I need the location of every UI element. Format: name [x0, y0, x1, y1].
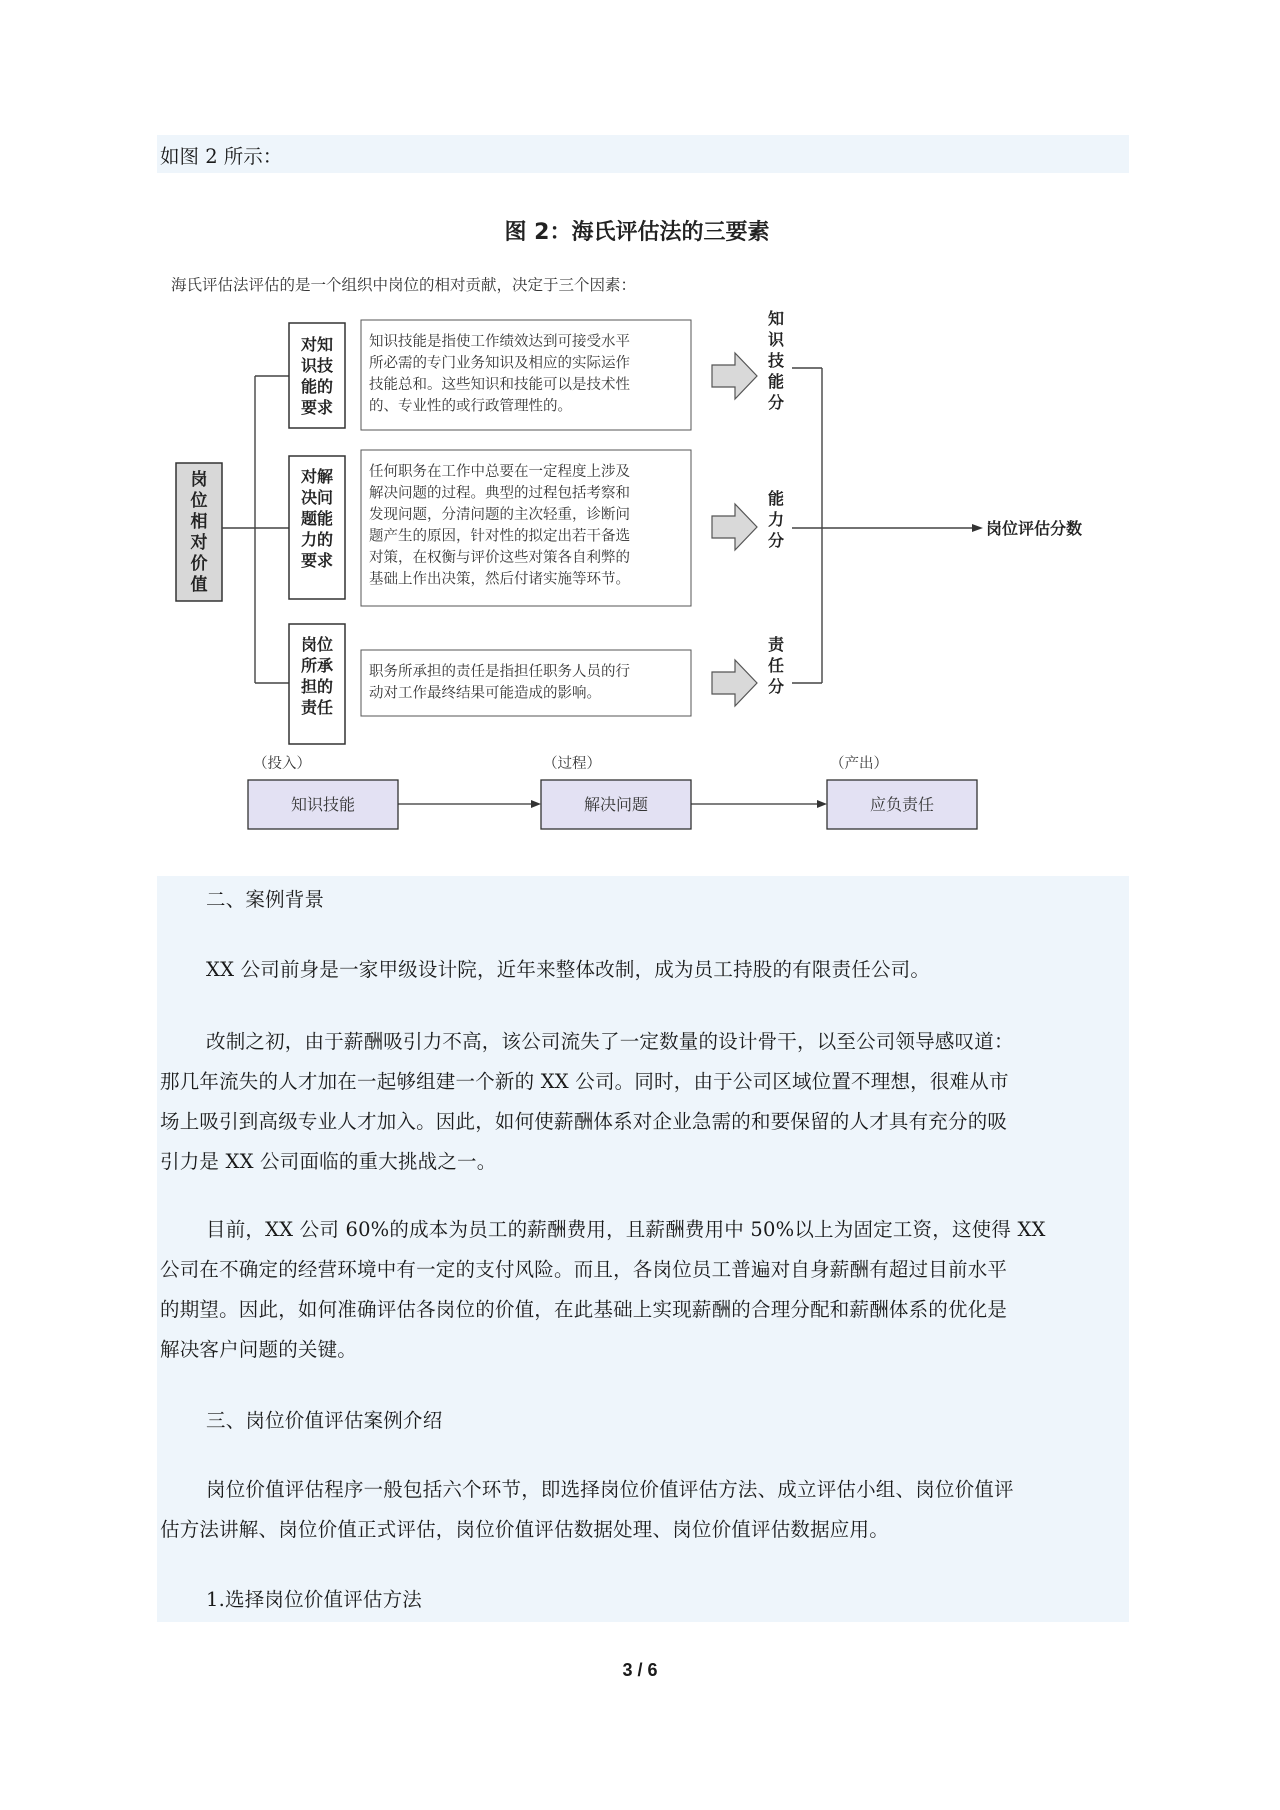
desc-line-problem-solving-5: 对策，在权衡与评价这些对策各自利弊的: [369, 550, 630, 566]
desc-line-knowledge-3: 技能总和。这些知识和技能可以是技术性: [369, 377, 630, 393]
intro-text: 如图 2 所示：: [160, 145, 283, 168]
figure-subtitle: 海氏评估法评估的是一个组织中岗位的相对贡献，决定于三个因素：: [171, 276, 637, 294]
desc-line-accountability-2: 动对工作最终结果可能造成的影响。: [369, 685, 601, 702]
figure-title: 图 2：海氏评估法的三要素: [504, 220, 770, 245]
paragraph-4-line-2: 估方法讲解、岗位价值正式评估，岗位价值评估数据处理、岗位价值评估数据应用。: [160, 1518, 889, 1541]
factor-label-problem-solving: 对解决问题能力的要求: [300, 467, 334, 570]
root-label: 岗位相对价值: [190, 470, 208, 595]
paragraph-3-line-2: 公司在不确定的经营环境中有一定的支付风险。而且，各岗位员工普遍对自身薪酬有超过目前水平: [160, 1258, 1008, 1281]
flow-tag-process: （过程）: [543, 756, 601, 772]
result-connectors: [792, 368, 972, 683]
page-number: 3 / 6: [622, 1660, 658, 1680]
result-arrowhead: [972, 524, 983, 532]
section2-heading: 二、案例背景: [206, 888, 325, 911]
desc-line-problem-solving-4: 题产生的原因，针对性的拟定出若干备选: [369, 528, 630, 545]
subsection-1-heading: 1.选择岗位价值评估方法: [206, 1588, 423, 1611]
flow-box-input-label: 知识技能: [290, 795, 356, 814]
paragraph-3-line-1: 目前，XX 公司 60%的成本为员工的薪酬费用，且薪酬费用中 50%以上为固定工资，这使得 XX: [206, 1218, 1046, 1241]
factor-label-accountability: 岗位所承担的责任: [300, 635, 334, 717]
factor-label-knowledge: 对知识技能的要求: [300, 335, 334, 417]
block-arrows: [712, 353, 757, 706]
desc-line-knowledge-4: 的、专业性的或行政管理性的。: [369, 398, 572, 415]
content-band: [157, 876, 1129, 1622]
flow-box-output-label: 应负责任: [869, 795, 935, 814]
flow-tag-output: （产出）: [830, 756, 888, 772]
desc-line-problem-solving-6: 基础上作出决策，然后付诸实施等环节。: [369, 571, 630, 588]
paragraph-4-line-1: 岗位价值评估程序一般包括六个环节，即选择岗位价值评估方法、成立评估小组、岗位价值评: [206, 1478, 1014, 1501]
desc-line-knowledge-1: 知识技能是指使工作绩效达到可接受水平: [369, 334, 630, 350]
section3-heading: 三、岗位价值评估案例介绍: [206, 1409, 443, 1432]
paragraph-3-line-3: 的期望。因此，如何准确评估各岗位的价值，在此基础上实现薪酬的合理分配和薪酬体系的优化是: [160, 1298, 1008, 1321]
paragraph-2-line-1: 改制之初，由于薪酬吸引力不高，该公司流失了一定数量的设计骨干，以至公司领导感叹道：: [206, 1030, 1014, 1053]
figure-hay-method: [157, 198, 1129, 840]
intro-band: [157, 135, 1129, 173]
flow-box-process-label: 解决问题: [583, 795, 649, 814]
flow-arrowhead-2: [817, 800, 827, 808]
tree-connectors: [222, 376, 289, 683]
desc-line-problem-solving-3: 发现问题，分清问题的主次轻重，诊断问: [369, 507, 630, 523]
desc-box-accountability: [361, 650, 691, 716]
score-label-problem-solving: 能力分: [767, 489, 785, 550]
paragraph-1: XX 公司前身是一家甲级设计院，近年来整体改制，成为员工持股的有限责任公司。: [206, 958, 931, 981]
desc-line-accountability-1: 职务所承担的责任是指担任职务人员的行: [369, 664, 630, 680]
desc-line-problem-solving-1: 任何职务在工作中总要在一定程度上涉及: [369, 464, 630, 480]
desc-line-knowledge-2: 所必需的专门业务知识及相应的实际运作: [369, 355, 630, 372]
paragraph-3-line-4: 解决客户问题的关键。: [160, 1338, 358, 1361]
paragraph-2-line-2: 那几年流失的人才加在一起够组建一个新的 XX 公司。同时，由于公司区域位置不理想，很难从市: [160, 1070, 1009, 1093]
desc-line-problem-solving-2: 解决问题的过程。典型的过程包括考察和: [369, 485, 630, 502]
paragraph-2-line-3: 场上吸引到高级专业人才加入。因此，如何使薪酬体系对企业急需的和要保留的人才具有充分的吸: [160, 1110, 1008, 1133]
flow-tag-input: （投入）: [253, 756, 311, 772]
result-label: 岗位评估分数: [986, 519, 1083, 538]
score-label-accountability: 责任分: [767, 635, 785, 696]
flow-arrowhead-1: [531, 800, 541, 808]
score-label-knowledge: 知识技能分: [767, 309, 785, 412]
paragraph-2-line-4: 引力是 XX 公司面临的重大挑战之一。: [160, 1150, 497, 1173]
